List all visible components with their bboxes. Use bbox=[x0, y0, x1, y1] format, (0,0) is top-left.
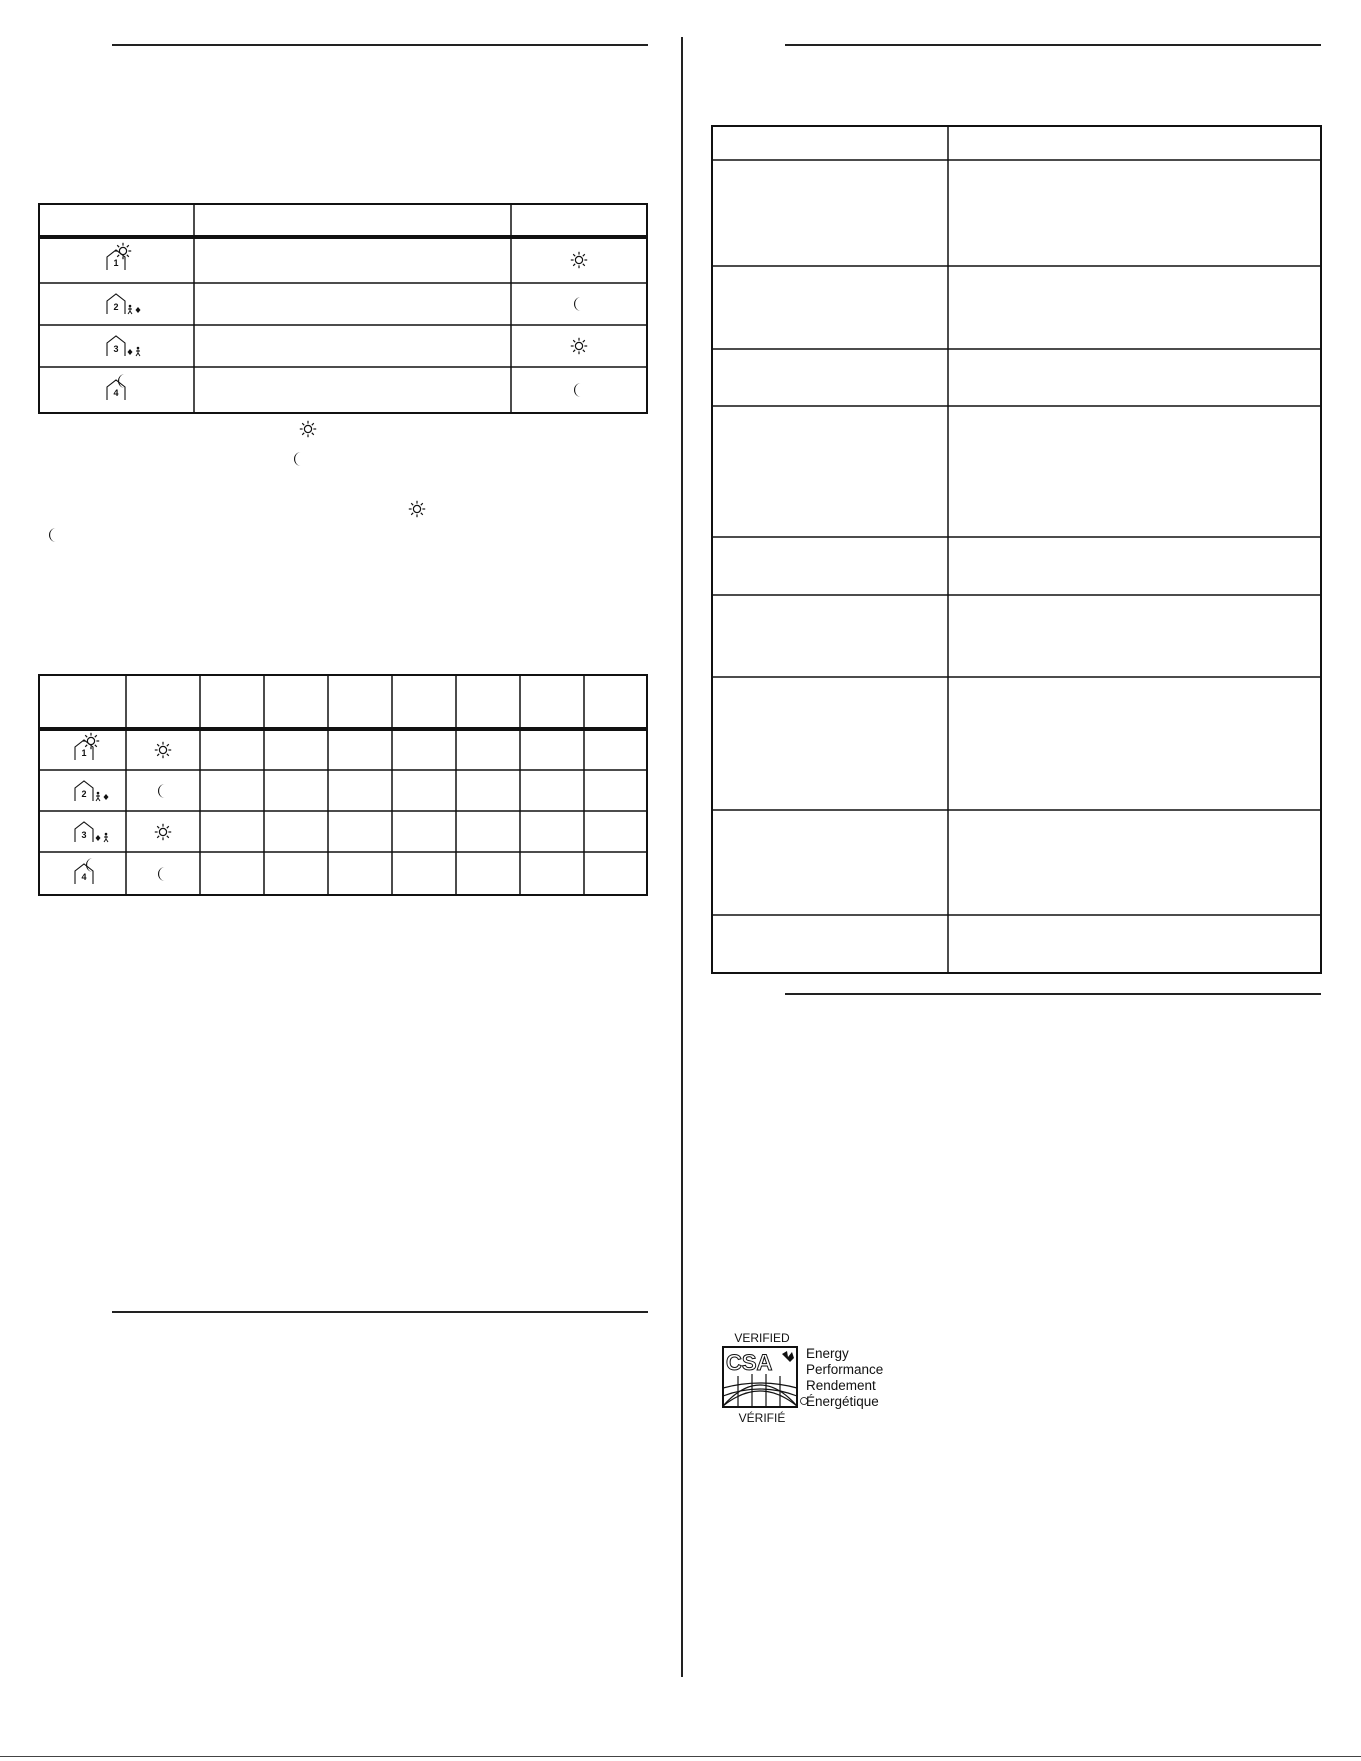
csa-line-energetique: Énergétique bbox=[806, 1394, 879, 1409]
svg-text:2: 2 bbox=[113, 302, 119, 312]
svg-text:4: 4 bbox=[81, 872, 87, 882]
house-period-icon bbox=[75, 733, 99, 760]
period-table bbox=[38, 203, 650, 416]
csa-caption bbox=[806, 1346, 883, 1410]
house-period-icon bbox=[107, 294, 141, 314]
csa-top-label: VERIFIED bbox=[734, 1331, 790, 1345]
csa-line-performance: Performance bbox=[806, 1362, 884, 1377]
svg-text:2: 2 bbox=[81, 789, 87, 799]
house-period-icon bbox=[107, 336, 140, 356]
moon-icon bbox=[158, 784, 165, 798]
page-bottom-rule bbox=[0, 1756, 1361, 1757]
sun-icon bbox=[155, 742, 171, 758]
sun-icon bbox=[407, 499, 427, 519]
house-period-icon bbox=[107, 243, 131, 270]
schedule-table bbox=[38, 674, 650, 898]
sun-icon bbox=[571, 252, 587, 268]
house-period-icon bbox=[75, 858, 93, 884]
svg-text:1: 1 bbox=[81, 748, 87, 758]
house-period-icon bbox=[75, 822, 108, 842]
section-rule-left-bottom bbox=[112, 1311, 648, 1313]
sun-icon bbox=[155, 824, 171, 840]
troubleshooting-table bbox=[711, 125, 1324, 975]
sun-icon bbox=[298, 419, 318, 439]
sun-icon bbox=[571, 338, 587, 354]
svg-text:3: 3 bbox=[81, 830, 87, 840]
column-divider bbox=[681, 37, 683, 1677]
csa-bottom-label: VÉRIFIÉ bbox=[738, 1411, 786, 1425]
csa-mark-icon bbox=[718, 1330, 808, 1426]
moon-icon bbox=[574, 297, 581, 311]
section-rule-left-top bbox=[112, 44, 648, 46]
csa-logo bbox=[718, 1330, 918, 1426]
moon-icon bbox=[289, 449, 309, 469]
csa-mark-label: CSA bbox=[726, 1350, 773, 1375]
house-period-icon bbox=[75, 781, 109, 801]
svg-text:1: 1 bbox=[113, 258, 119, 268]
house-period-icon bbox=[107, 374, 125, 400]
section-rule-right-top bbox=[785, 44, 1321, 46]
svg-text:3: 3 bbox=[113, 344, 119, 354]
csa-line-energy: Energy bbox=[806, 1346, 849, 1361]
moon-icon bbox=[44, 525, 64, 545]
section-rule-right-mid bbox=[785, 993, 1321, 995]
moon-icon bbox=[158, 867, 165, 881]
moon-icon bbox=[574, 383, 581, 397]
csa-line-rendement: Rendement bbox=[806, 1378, 876, 1393]
svg-text:4: 4 bbox=[113, 388, 119, 398]
